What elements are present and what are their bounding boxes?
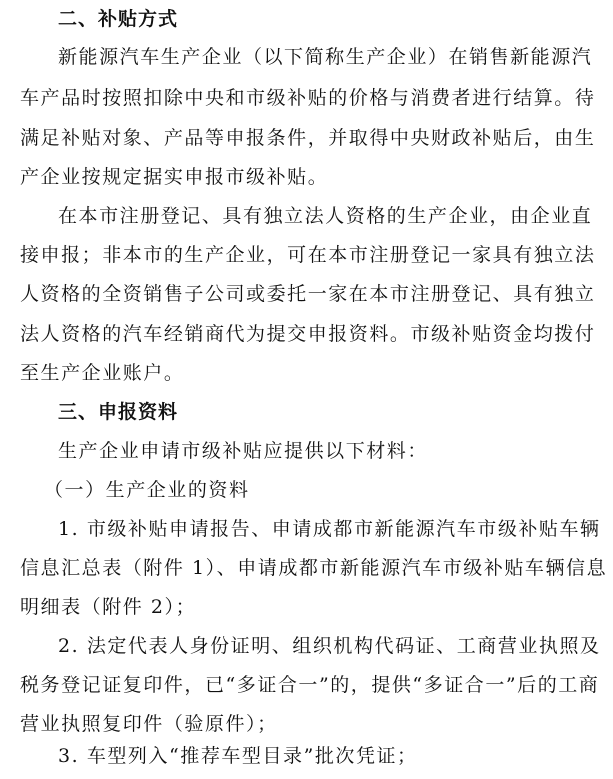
paragraph-line: 车产品时按照扣除中央和市级补贴的价格与消费者进行结算。待	[20, 87, 596, 109]
paragraph-line: 新能源汽车生产企业（以下简称生产企业）在销售新能源汽	[58, 46, 593, 68]
paragraph-line: 接申报；非本市的生产企业，可在本市注册登记一家具有独立法	[20, 244, 596, 266]
paragraph-line: 至生产企业账户。	[20, 362, 185, 384]
paragraph-line: 法人资格的汽车经销商代为提交申报资料。市级补贴资金均拨付	[20, 323, 596, 345]
list-item-1-line: 1. 市级补贴申请报告、申请成都市新能源汽车市级补贴车辆	[58, 518, 601, 540]
paragraph-line: 满足补贴对象、产品等申报条件，并取得中央财政补贴后，由生	[20, 127, 596, 149]
list-item-1-line: 明细表（附件 2）；	[20, 596, 197, 618]
list-item-1-line: 信息汇总表（附件 1）、申请成都市新能源汽车市级补贴车辆信息	[20, 557, 608, 579]
section-3-heading: 三、申报资料	[58, 401, 179, 423]
list-item-2-line: 2. 法定代表人身份证明、组织机构代码证、工商营业执照及	[58, 635, 601, 657]
paragraph-line: 人资格的全资销售子公司或委托一家在本市注册登记、具有独立	[20, 283, 596, 305]
paragraph-line: 在本市注册登记、具有独立法人资格的生产企业，由企业直	[58, 205, 593, 227]
list-item-2-line: 税务登记证复印件，已“多证合一”的，提供“多证合一”后的工商	[20, 674, 600, 696]
subsection-heading: （一）生产企业的资料	[44, 479, 250, 501]
list-item-2-line: 营业执照复印件（验原件）；	[20, 713, 278, 735]
list-item-3-line: 3. 车型列入“推荐车型目录”批次凭证；	[58, 745, 418, 767]
section-2-heading: 二、补贴方式	[58, 8, 179, 30]
section-3-intro: 生产企业申请市级补贴应提供以下材料：	[58, 440, 428, 462]
paragraph-line: 产企业按规定据实申报市级补贴。	[20, 166, 329, 188]
